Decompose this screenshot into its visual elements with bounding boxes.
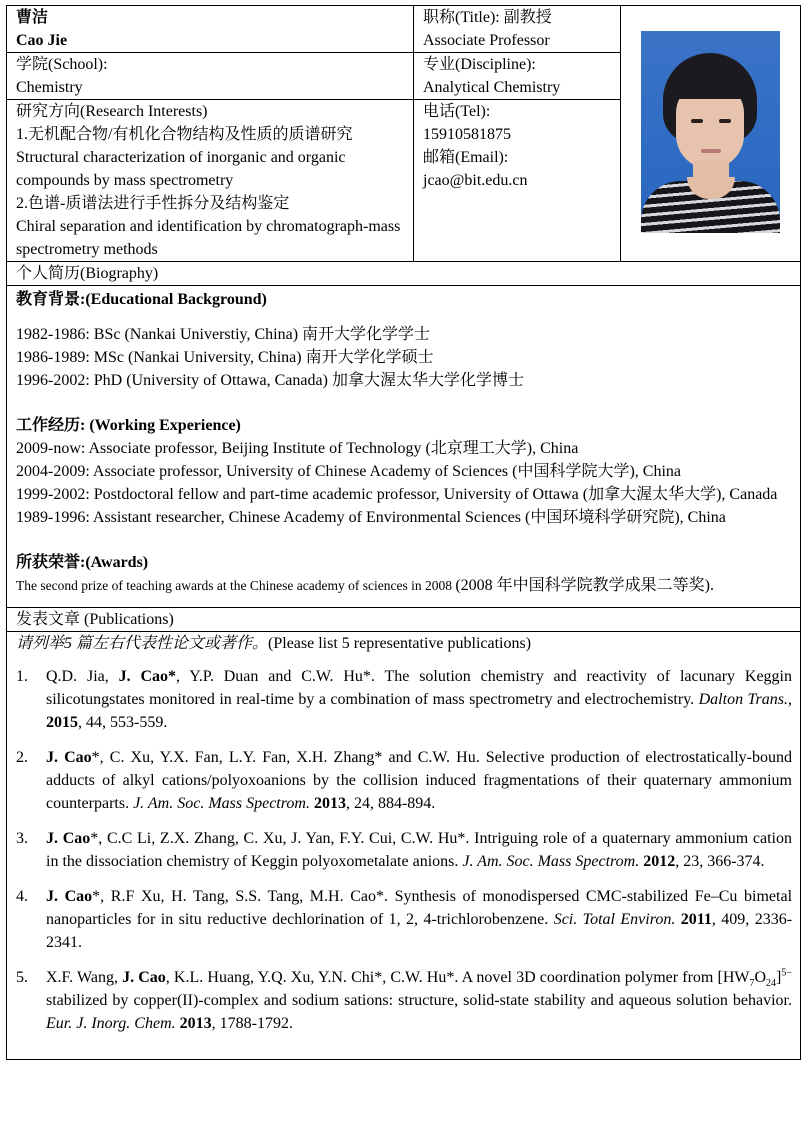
education-heading: 教育背景:(Educational Background) (16, 291, 267, 308)
publication-list (16, 665, 792, 1035)
publication-authors: , K.L. Huang, Y.Q. Xu, Y.N. Chi*, C.W. Hu*. A novel 3D coordination polymer from (165, 969, 718, 986)
publications-header: 发表文章 (Publications) (7, 608, 801, 632)
research-label: 研究方向(Research Interests) (16, 103, 208, 120)
tel-label: 电话(Tel): (423, 103, 491, 120)
publication-author-highlight: J. Cao (46, 888, 93, 905)
education-item: 1986-1989: MSc (Nankai University, China) 南开大学化学硕士 (16, 349, 434, 366)
publication-authors: *, C. Xu, Y.X. Fan, L.Y. Fan, X.H. Zhang* and C.W. Hu. (91, 749, 486, 766)
publication-authors: , Y.P. Duan and C.W. Hu*. (176, 668, 385, 685)
research-cell (7, 100, 414, 262)
tel-value: 15910581875 (423, 126, 511, 143)
publication-pages: , 1788-1792. (211, 1015, 293, 1032)
separator: , (788, 691, 792, 708)
publication-author-highlight: J. Cao (46, 749, 92, 766)
research-item: Structural characterization of inorganic and organic compounds by mass spectrometry (16, 149, 346, 189)
publication-year: 2013 (313, 795, 346, 812)
title-value: Associate Professor (423, 32, 550, 49)
publication-author-highlight: J. Cao (122, 969, 166, 986)
publication-number: 4. (16, 888, 28, 905)
discipline-value: Analytical Chemistry (423, 79, 561, 96)
publication-item (16, 966, 792, 1035)
publication-title: The solution chemistry and reactivity of lacunary Keggin silicotungstates monitored in real-time by a combination of mass spectrometry and electrochemistry. (46, 668, 792, 708)
publication-year: 2012 (643, 853, 676, 870)
name-en: Cao Jie (16, 32, 68, 49)
intro-cn: 请列举5 篇左右代表性论文或著作。 (16, 635, 269, 652)
publication-title: Selective production of electrostatically-bound adducts of alkyl cations/polyoxoanions by the collision induced fragmentations of their quaternary ammonium counterparts. (46, 749, 793, 812)
school-value: Chemistry (16, 79, 83, 96)
publication-title: stabilized by copper(II)-complex and sodium sations: structure, solid-state stability and aqueous solution behavior. (46, 992, 792, 1009)
publication-authors: *, R.F Xu, H. Tang, S.S. Tang, M.H. Cao*. (92, 888, 395, 905)
photo-cell (621, 6, 801, 262)
publication-title: Synthesis of monodispersed CMC-stabilized Fe–Cu bimetal nanoparticles for in situ reductive dechlorination of 1, 2, 4-trichlorobenzene. (46, 888, 793, 928)
awards-item (16, 574, 792, 597)
publication-number: 5. (16, 969, 28, 986)
name-cn: 曹洁 (16, 9, 49, 26)
research-item: 1.无机配合物/有机化合物结构及性质的质谱研究 (16, 126, 353, 143)
publication-item (16, 885, 792, 954)
email-value[interactable]: jcao@bit.edu.cn (423, 172, 528, 189)
email-label: 邮箱(Email): (423, 149, 509, 166)
work-item: 2009-now: Associate professor, Beijing Institute of Technology (北京理工大学), China (16, 440, 579, 457)
awards-en: The second prize of teaching awards at the Chinese academy of sciences in 2008 (16, 578, 452, 593)
publication-year: 2013 (179, 1015, 212, 1032)
work-item: 2004-2009: Associate professor, University of Chinese Academy of Sciences (中国科学院大学), China (16, 463, 682, 480)
biography-body (7, 286, 801, 608)
publication-journal: Eur. J. Inorg. Chem. (46, 1015, 176, 1032)
contact-cell (414, 100, 621, 262)
work-heading: 工作经历: (Working Experience) (16, 417, 241, 434)
school-cell (7, 53, 414, 100)
publication-authors: *, C.C Li, Z.X. Zhang, C. Xu, J. Yan, F.Y. Cui, C.W. Hu*. (90, 830, 475, 847)
publication-pages: , 24, 884-894. (345, 795, 436, 812)
publication-number: 2. (16, 749, 28, 766)
publication-title: Intriguing role of a quaternary ammonium cation in the dissociation chemistry of Keggin polyoxometalate anions. (46, 830, 792, 870)
publication-pages: , 44, 553-559. (78, 714, 168, 731)
publication-year: 2011 (680, 911, 712, 928)
name-cell (7, 6, 414, 53)
publication-item (16, 827, 792, 873)
publication-year: 2015 (46, 714, 78, 731)
research-item: 2.色谱-质谱法进行手性拆分及结构鉴定 (16, 195, 290, 212)
publication-authors: Q.D. Jia, (46, 668, 119, 685)
publication-pages: , 23, 366-374. (675, 853, 765, 870)
awards-heading: 所获荣誉:(Awards) (16, 554, 149, 571)
publication-author-highlight: J. Cao* (118, 668, 176, 685)
cv-sheet (6, 5, 800, 1060)
publication-pages: , 409, 2336-2341. (46, 911, 793, 951)
portrait-photo-icon (641, 31, 780, 233)
school-label: 学院(School): (16, 56, 108, 73)
publications-intro (16, 632, 792, 655)
awards-cn: (2008 年中国科学院教学成果二等奖). (455, 577, 715, 594)
research-item: Chiral separation and identification by chromatograph-mass spectrometry methods (16, 218, 401, 258)
publication-journal: Sci. Total Environ. (553, 911, 676, 928)
publication-item (16, 665, 792, 734)
education-item: 1996-2002: PhD (University of Ottawa, Canada) 加拿大渥太华大学化学博士 (16, 372, 524, 389)
title-label: 职称(Title): 副教授 (423, 9, 552, 26)
discipline-label: 专业(Discipline): (423, 56, 536, 73)
biography-header: 个人简历(Biography) (7, 262, 801, 286)
publication-journal: J. Am. Soc. Mass Spectrom. (462, 853, 640, 870)
work-item: 1989-1996: Assistant researcher, Chinese Academy of Environmental Sciences (中国环境科学研究院), China (16, 509, 726, 526)
publication-authors: X.F. Wang, (46, 969, 123, 986)
publication-item (16, 746, 792, 815)
chemical-formula: $[HW_7O_{24}]^{5-}$ (717, 967, 792, 990)
publication-author-highlight: J. Cao (46, 830, 91, 847)
publication-number: 1. (16, 668, 28, 685)
publications-body (7, 632, 801, 1060)
work-item: 1999-2002: Postdoctoral fellow and part-time academic professor, University of Ottawa (加拿大渥太华大学), Canada (16, 486, 778, 503)
education-item: 1982-1986: BSc (Nankai Universtiy, China) 南开大学化学学士 (16, 326, 431, 343)
intro-en: (Please list 5 representative publications) (268, 635, 532, 652)
cv-table (6, 5, 801, 1060)
discipline-cell (414, 53, 621, 100)
title-cell (414, 6, 621, 53)
publication-journal: J. Am. Soc. Mass Spectrom. (133, 795, 310, 812)
publication-number: 3. (16, 830, 28, 847)
publication-journal: Dalton Trans. (698, 691, 788, 708)
